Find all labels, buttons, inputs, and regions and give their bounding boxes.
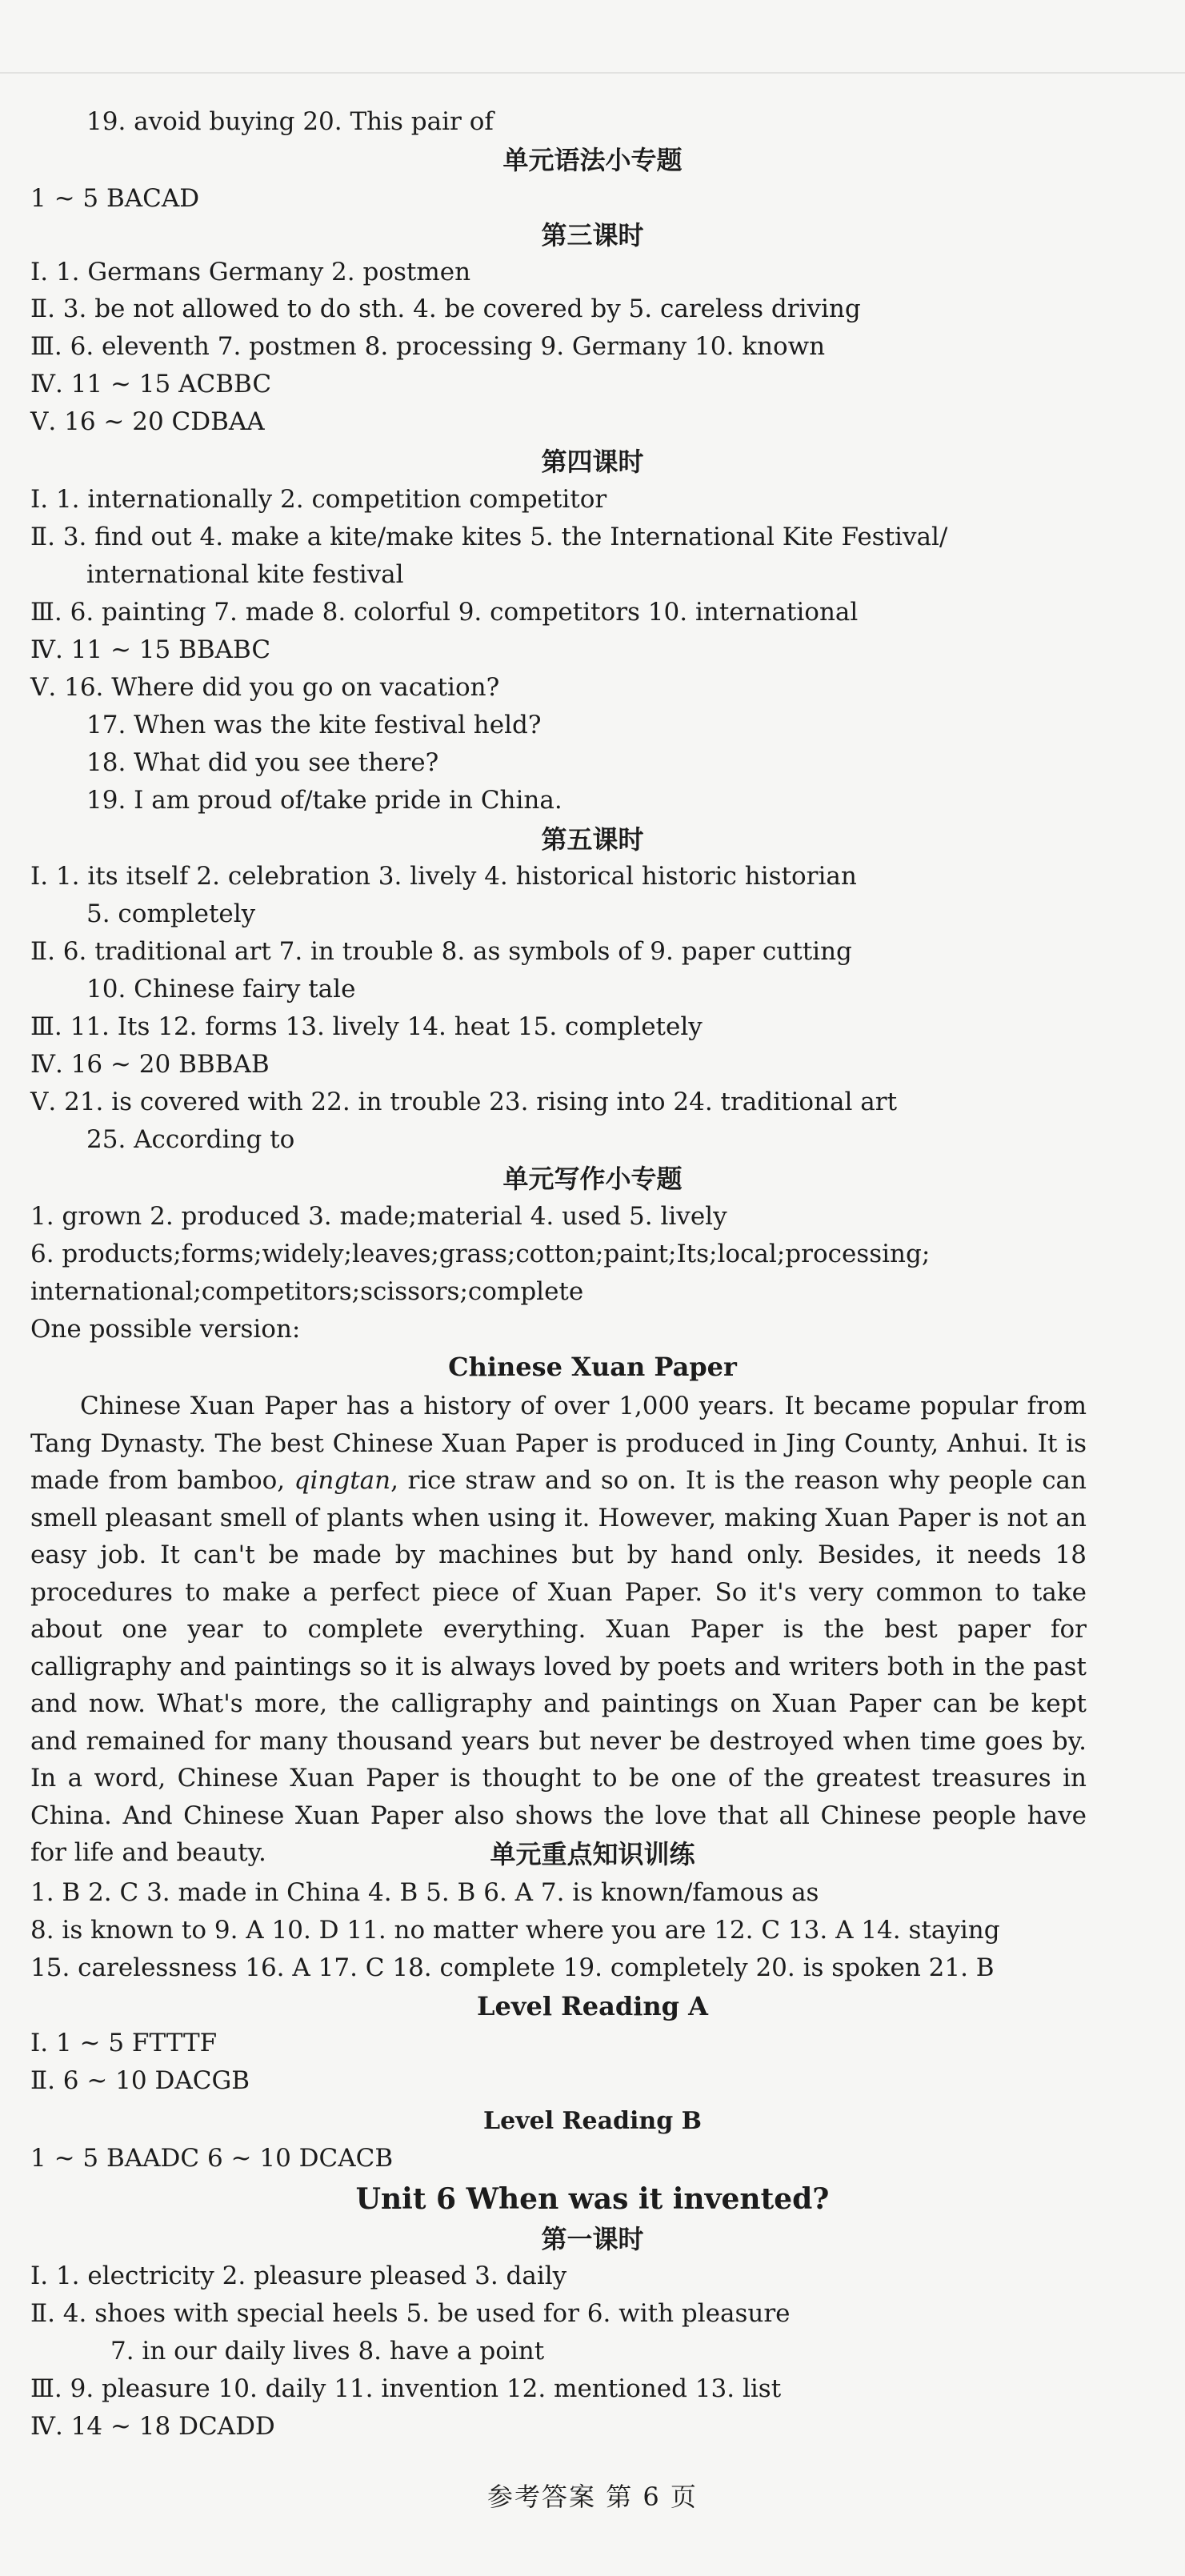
- answer-line: Ⅴ. 21. is covered with 22. in trouble 23. rising into 24. traditional art: [30, 1088, 898, 1116]
- answer-line: Ⅰ. 1. Germans Germany 2. postmen: [30, 258, 471, 286]
- answer-line: Ⅰ. 1 ~ 5 FTTTF: [30, 2029, 218, 2057]
- answer-line: 5. completely: [86, 899, 256, 928]
- section-heading-writing: 单元写作小专题: [502, 1164, 683, 1194]
- section-heading-level-a: Level Reading A: [477, 1991, 708, 2021]
- answer-line: 1. B 2. C 3. made in China 4. B 5. B 6. A 7. is known/famous as: [30, 1878, 819, 1907]
- section-heading-lesson5: 第五课时: [541, 824, 644, 855]
- essay-text-2: , rice straw and so on. It is the reason why people can smell pleasant smell of plants when using it. However, making Xuan Paper is not an easy job. It can't be made by machines but by hand only. Besides, it needs 18 procedures to make a perfect piece of Xuan Paper. So it's very common to take about one year to complete everything. Xuan Paper is the best paper for calligraphy and paintings so it is always loved by poets and writers both in the past and now. What's more, the calligraphy and paintings on Xuan Paper can be kept and remained for many thousand years but never be destroyed when time goes by. In a word, Chinese Xuan Paper is thought to be one of the greatest treasures in China. And Chinese Xuan Paper also shows the love that all Chinese people have for life and beauty.: [30, 1466, 1087, 1867]
- answer-line: Ⅰ. 1. electricity 2. pleasure pleased 3. daily: [30, 2262, 567, 2290]
- section-heading-lesson4: 第四课时: [541, 447, 644, 477]
- answer-line: 1 ~ 5 BAADC 6 ~ 10 DCACB: [30, 2144, 394, 2173]
- section-heading-key-points: 单元重点知识训练: [490, 1839, 695, 1869]
- answer-line: Ⅲ. 11. Its 12. forms 13. lively 14. heat 15. completely: [30, 1012, 703, 1041]
- section-heading-level-b: Level Reading B: [483, 2107, 702, 2135]
- answer-line: 19. I am proud of/take pride in China.: [86, 786, 562, 815]
- unit-heading: Unit 6 When was it invented?: [355, 2182, 830, 2216]
- answer-line: international kite festival: [86, 560, 404, 589]
- answer-line: Ⅱ. 6. traditional art 7. in trouble 8. as symbols of 9. paper cutting: [30, 937, 852, 966]
- answer-line: 25. According to: [86, 1125, 295, 1154]
- answer-line: Ⅲ. 6. painting 7. made 8. colorful 9. competitors 10. international: [30, 598, 859, 627]
- answer-line: Ⅳ. 14 ~ 18 DCADD: [30, 2412, 275, 2441]
- answer-line: Ⅱ. 6 ~ 10 DACGB: [30, 2066, 250, 2095]
- essay-text-1: Chinese Xuan Paper has a history of over 1,000 years. It became popular from Tang Dynasty. The best Chinese Xuan Paper is produced in Jing County, Anhui. It is made from bamboo,: [30, 1392, 1087, 1495]
- section-heading-lesson3: 第三课时: [541, 220, 644, 250]
- essay-title: Chinese Xuan Paper: [448, 1352, 737, 1382]
- answer-line: Ⅰ. 1. internationally 2. competition competitor: [30, 485, 607, 514]
- answer-line: 18. What did you see there?: [86, 748, 439, 777]
- answer-line: One possible version:: [30, 1315, 301, 1344]
- answer-line: Ⅳ. 16 ~ 20 BBBAB: [30, 1050, 270, 1079]
- answer-line: Ⅳ. 11 ~ 15 ACBBC: [30, 370, 272, 399]
- answer-line: Ⅰ. 1. its itself 2. celebration 3. lively 4. historical historic historian: [30, 862, 857, 891]
- answer-line: Ⅱ. 3. find out 4. make a kite/make kites 5. the International Kite Festival/: [30, 523, 948, 551]
- answer-line: 19. avoid buying 20. This pair of: [86, 107, 494, 136]
- answer-line: 1. grown 2. produced 3. made;material 4. used 5. lively: [30, 1202, 727, 1231]
- answer-line: international;competitors;scissors;complete: [30, 1277, 584, 1306]
- section-heading-u6-lesson1: 第一课时: [541, 2224, 644, 2254]
- answer-line: 6. products;forms;widely;leaves;grass;cotton;paint;Its;local;processing;: [30, 1240, 931, 1268]
- essay-italic-word: qingtan: [294, 1466, 391, 1495]
- answer-line: Ⅳ. 11 ~ 15 BBABC: [30, 635, 271, 664]
- answer-line: 17. When was the kite festival held?: [86, 711, 542, 739]
- answer-line: Ⅱ. 3. be not allowed to do sth. 4. be covered by 5. careless driving: [30, 294, 861, 323]
- page-footer: 参考答案 第 6 页: [487, 2482, 698, 2512]
- answer-line: 7. in our daily lives 8. have a point: [110, 2337, 545, 2366]
- top-divider: [0, 72, 1185, 74]
- answer-line: 1 ~ 5 BACAD: [30, 184, 200, 213]
- answer-line: 8. is known to 9. A 10. D 11. no matter where you are 12. C 13. A 14. staying: [30, 1916, 1000, 1945]
- section-heading-grammar: 单元语法小专题: [502, 145, 683, 175]
- answer-line: Ⅴ. 16. Where did you go on vacation?: [30, 673, 500, 702]
- answer-line: Ⅱ. 4. shoes with special heels 5. be used for 6. with pleasure: [30, 2299, 791, 2328]
- essay-paragraph: [30, 1388, 1087, 1872]
- answer-line: Ⅲ. 9. pleasure 10. daily 11. invention 12. mentioned 13. list: [30, 2374, 782, 2403]
- answer-line: Ⅲ. 6. eleventh 7. postmen 8. processing 9. Germany 10. known: [30, 332, 826, 361]
- answer-line: 15. carelessness 16. A 17. C 18. complete 19. completely 20. is spoken 21. B: [30, 1953, 995, 1982]
- answer-line: Ⅴ. 16 ~ 20 CDBAA: [30, 407, 265, 436]
- answer-line: 10. Chinese fairy tale: [86, 975, 356, 1004]
